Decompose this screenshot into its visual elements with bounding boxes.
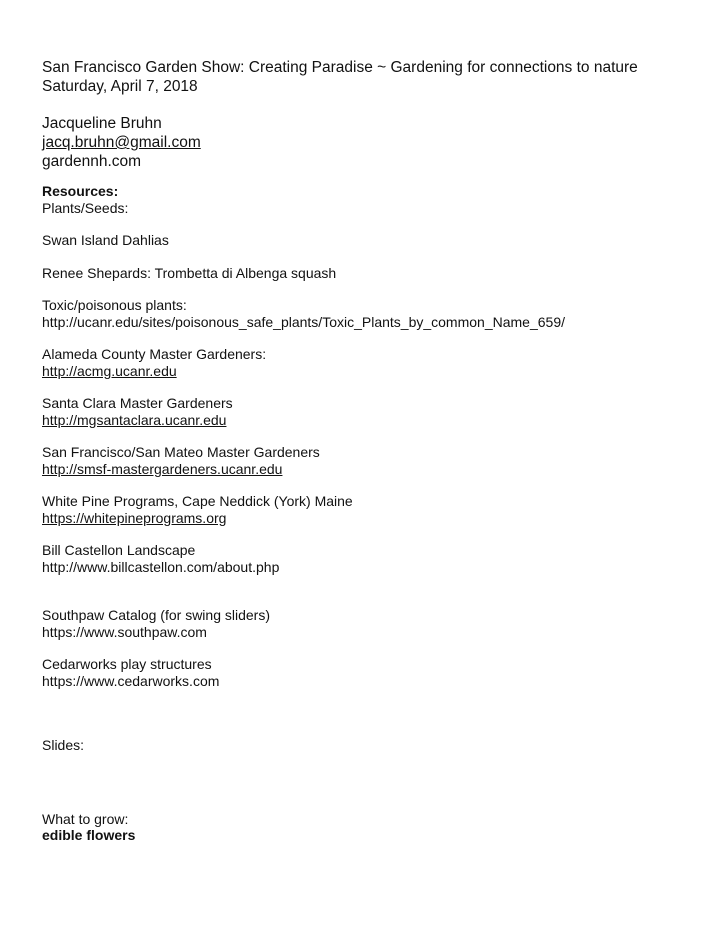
document-page <box>42 58 702 844</box>
website-text: gardennh.com <box>42 153 142 170</box>
bill-castellon-label: Bill Castellon Landscape <box>42 542 196 558</box>
cedarworks-url: https://www.cedarworks.com <box>42 672 220 689</box>
author-name: Jacqueline Bruhn <box>42 115 162 132</box>
bill-castellon-url: http://www.billcastellon.com/about.php <box>42 558 280 575</box>
resources-heading: Resources: <box>42 183 119 199</box>
cedarworks-label: Cedarworks play structures <box>42 656 212 672</box>
alameda-master-gardeners-link[interactable]: http://acmg.ucanr.edu <box>42 362 177 379</box>
toxic-plants-label: Toxic/poisonous plants: <box>42 297 187 313</box>
santa-clara-master-gardeners-label: Santa Clara Master Gardeners <box>42 395 233 411</box>
event-date: Saturday, April 7, 2018 <box>42 78 198 95</box>
what-to-grow-label: What to grow: <box>42 810 129 827</box>
sf-san-mateo-master-gardeners-link[interactable]: http://smsf-mastergardeners.ucanr.edu <box>42 460 283 477</box>
alameda-master-gardeners-label: Alameda County Master Gardeners: <box>42 346 267 362</box>
document-title: San Francisco Garden Show: Creating Paradise ~ Gardening for connections to nature <box>42 59 638 76</box>
southpaw-catalog-url: https://www.southpaw.com <box>42 623 207 640</box>
southpaw-catalog-label: Southpaw Catalog (for swing sliders) <box>42 607 270 623</box>
swan-island-dahlias: Swan Island Dahlias <box>42 232 169 248</box>
slides-label: Slides: <box>42 737 85 753</box>
santa-clara-master-gardeners-link[interactable]: http://mgsantaclara.ucanr.edu <box>42 411 227 428</box>
edible-flowers-item: edible flowers <box>42 827 136 843</box>
white-pine-programs-link[interactable]: https://whitepineprograms.org <box>42 509 227 526</box>
email-link[interactable]: jacq.bruhn@gmail.com <box>42 134 201 151</box>
white-pine-programs-label: White Pine Programs, Cape Neddick (York) Maine <box>42 493 353 509</box>
plants-seeds-label: Plants/Seeds: <box>42 199 129 216</box>
renee-shepards-squash: Renee Shepards: Trombetta di Albenga squash <box>42 264 337 281</box>
toxic-plants-url: http://ucanr.edu/sites/poisonous_safe_plants/Toxic_Plants_by_common_Name_659/ <box>42 313 565 330</box>
sf-san-mateo-master-gardeners-label: San Francisco/San Mateo Master Gardeners <box>42 444 320 460</box>
